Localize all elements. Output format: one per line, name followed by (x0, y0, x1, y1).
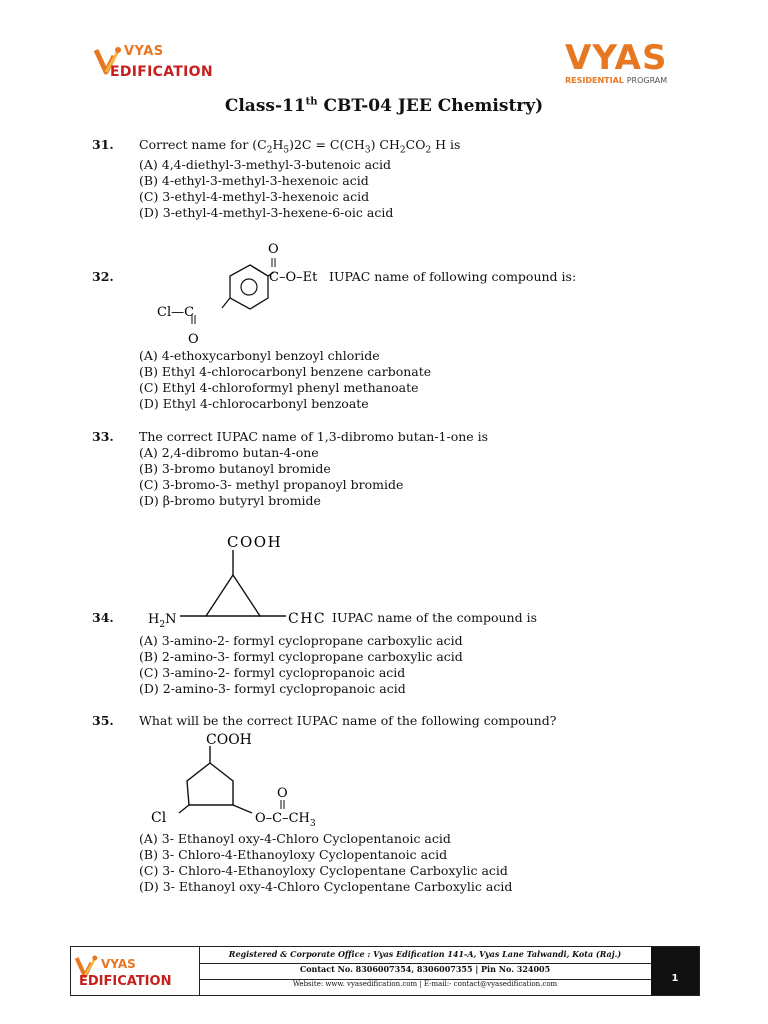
footer-logo (71, 947, 200, 995)
chloro-label: Cl (151, 810, 167, 826)
options-list (139, 157, 393, 221)
page-footer (70, 946, 700, 996)
structure-cyclopentane (145, 729, 355, 831)
options-list (139, 831, 512, 895)
formyl-group-label: CHC (288, 611, 327, 627)
option-d: (D) Ethyl 4-chlorocarbonyl benzoate (139, 396, 369, 411)
option-a: (A) 3-amino-2- formyl cyclopropane carboxylic acid (139, 633, 463, 648)
question-number: 34. (92, 610, 114, 625)
option-b: (B) 4-ethyl-3-methyl-3-hexenoic acid (139, 173, 369, 188)
option-d: (D) β-bromo butyryl bromide (139, 493, 321, 508)
footer-contact-info (199, 947, 651, 995)
acyl-chloride-label: Cl—C (157, 305, 195, 320)
question-text: What will be the correct IUPAC name of the following compound? (139, 713, 557, 728)
logo-text-vyas: VYAS (124, 44, 164, 59)
options-list (139, 445, 403, 509)
question-number: 35. (92, 713, 114, 728)
logo-subtitle (565, 76, 667, 85)
structure-cyclopropane (140, 528, 340, 632)
question-text: The correct IUPAC name of 1,3-dibromo butan-1-one is (139, 429, 489, 444)
question-text: IUPAC name of following compound is: (329, 269, 577, 284)
option-a: (A) 2,4-dibromo butan-4-one (139, 445, 319, 460)
option-c: (C) 3-amino-2- formyl cyclopropanoic acid (139, 665, 406, 680)
option-b: (B) 3-bromo butanoyl bromide (139, 461, 331, 476)
footer-logo-edification: EDIFICATION (79, 974, 172, 989)
footer-logo-vyas: VYAS (101, 957, 136, 971)
structure-ethyl-benzoate (150, 236, 330, 348)
acetoxy-group-label: $O-C-CH_3$ (255, 811, 316, 829)
logo-subtitle-residential: RESIDENTIAL (565, 76, 624, 85)
page-title (0, 96, 768, 116)
carbonyl-oxygen-label: O (268, 242, 279, 257)
page-number: 1 (651, 947, 699, 995)
option-c: (C) 3- Chloro-4-Ethanoyloxy Cyclopentane Carboxylic acid (139, 863, 508, 878)
footer-contact-numbers: Contact No. 8306007354, 8306007355 | Pin No. 324005 (199, 964, 651, 980)
vyas-edification-logo (94, 42, 244, 86)
question-text: Correct name for $(C_2H_5)2C = C(CH_3)$ $CH_2CO_2$ H is (139, 137, 461, 156)
amino-group-label: $H_2N$ (148, 612, 177, 630)
question-number: 31. (92, 137, 114, 152)
question-number: 32. (92, 269, 114, 284)
option-b: (B) 3- Chloro-4-Ethanoyloxy Cyclopentanoic acid (139, 847, 448, 862)
question-number: 33. (92, 429, 114, 444)
option-b: (B) Ethyl 4-chlorocarbonyl benzene carbonate (139, 364, 432, 379)
option-a: (A) 3- Ethanoyl oxy-4-Chloro Cyclopentanoic acid (139, 831, 451, 846)
option-b: (B) 2-amino-3- formyl cyclopropane carboxylic acid (139, 649, 463, 664)
option-c: (C) 3-ethyl-4-methyl-3-hexenoic acid (139, 189, 370, 204)
title-rest: CBT-04 JEE Chemistry) (317, 96, 544, 116)
question-text: IUPAC name of the compound is (332, 610, 537, 625)
footer-website-email: Website: www. vyasedification.com | E-mail:- contact@vyasedification.com (292, 980, 558, 988)
options-list (139, 633, 463, 697)
ester-group-label: C–O–Et (269, 270, 318, 285)
carboxyl-group-label: COOH (206, 732, 252, 748)
options-list (139, 348, 431, 412)
logo-text-vyas-large: VYAS (565, 38, 668, 78)
option-a: (A) 4,4-diethyl-3-methyl-3-butenoic acid (139, 157, 392, 172)
option-d: (D) 3- Ethanoyl oxy-4-Chloro Cyclopentane Carboxylic acid (139, 879, 513, 894)
option-c: (C) Ethyl 4-chloroformyl phenyl methanoate (139, 380, 419, 395)
logo-text-edification: EDIFICATION (110, 64, 213, 80)
title-class: Class-11 (224, 96, 306, 116)
vyas-residential-logo (563, 40, 678, 90)
footer-address: Registered & Corporate Office : Vyas Edification 141-A, Vyas Lane Talwandi, Kota (Raj.) (199, 949, 651, 964)
option-d: (D) 3-ethyl-4-methyl-3-hexene-6-oic acid (139, 205, 394, 220)
acetate-carbonyl-oxygen: O (277, 786, 288, 801)
option-d: (D) 2-amino-3- formyl cyclopropanoic acid (139, 681, 406, 696)
title-superscript: th (305, 96, 318, 108)
logo-subtitle-program: PROGRAM (626, 76, 668, 85)
option-c: (C) 3-bromo-3- methyl propanoyl bromide (139, 477, 404, 492)
carboxyl-group-label: COOH (227, 533, 283, 551)
option-a: (A) 4-ethoxycarbonyl benzoyl chloride (139, 348, 380, 363)
carbonyl-oxygen-label-2: O (188, 332, 199, 347)
